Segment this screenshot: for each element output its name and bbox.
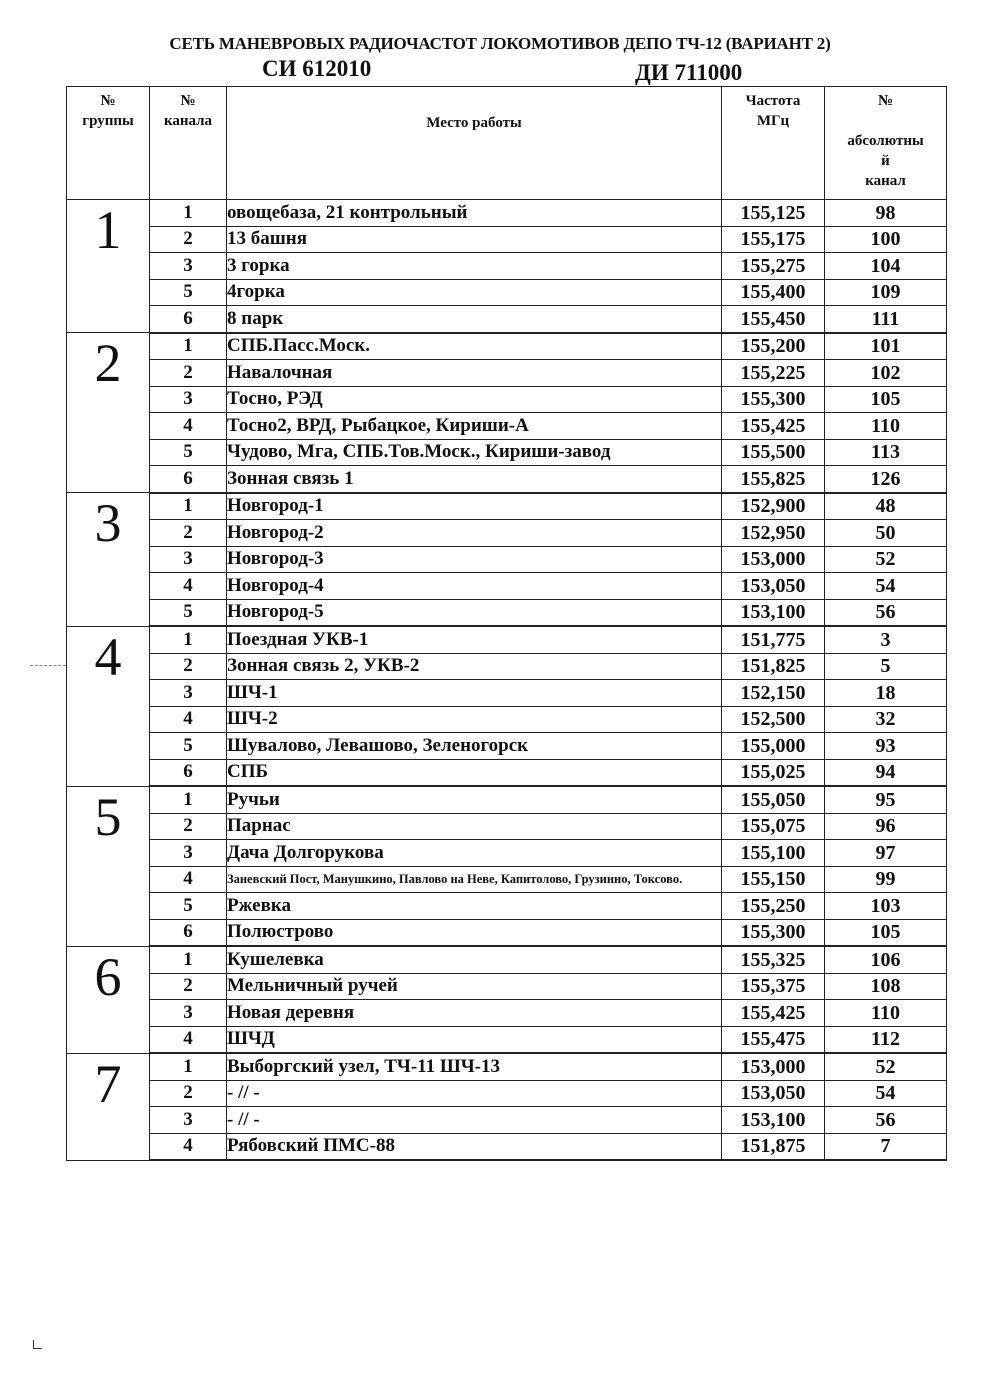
channel-number: 4 <box>150 706 227 733</box>
table-row <box>67 680 947 707</box>
work-place: Шувалово, Левашово, Зеленогорск <box>227 733 722 760</box>
scan-corner-mark <box>33 1340 42 1349</box>
channel-number: 5 <box>150 279 227 306</box>
table-row <box>67 1080 947 1107</box>
table-row <box>67 893 947 920</box>
frequency-value: 153,000 <box>722 546 825 573</box>
work-place: Зонная связь 2, УКВ-2 <box>227 653 722 680</box>
channel-number: 6 <box>150 306 227 333</box>
work-place: Мельничный ручей <box>227 973 722 1000</box>
absolute-channel: 96 <box>825 813 947 840</box>
table-row <box>67 253 947 280</box>
frequency-value: 155,125 <box>722 200 825 227</box>
channel-number: 1 <box>150 786 227 813</box>
channel-number: 1 <box>150 333 227 360</box>
absolute-channel: 3 <box>825 626 947 653</box>
code-di: ДИ 711000 <box>635 60 743 85</box>
work-place: Поездная УКВ-1 <box>227 626 722 653</box>
table-row <box>67 546 947 573</box>
table-row <box>67 653 947 680</box>
absolute-channel: 95 <box>825 786 947 813</box>
scan-dash-artifact <box>30 665 66 666</box>
frequency-value: 155,000 <box>722 733 825 760</box>
channel-number: 6 <box>150 466 227 493</box>
frequency-value: 155,100 <box>722 840 825 867</box>
table-row <box>67 573 947 600</box>
table-row <box>67 1133 947 1160</box>
frequency-value: 155,425 <box>722 1000 825 1027</box>
table-row <box>67 1107 947 1134</box>
channel-number: 4 <box>150 413 227 440</box>
absolute-channel: 52 <box>825 1053 947 1080</box>
absolute-channel: 126 <box>825 466 947 493</box>
table-row <box>67 1026 947 1053</box>
channel-number: 3 <box>150 386 227 413</box>
work-place: Полюстрово <box>227 919 722 946</box>
absolute-channel: 110 <box>825 1000 947 1027</box>
absolute-channel: 93 <box>825 733 947 760</box>
table-row <box>67 599 947 626</box>
table-row <box>67 1053 947 1080</box>
absolute-channel: 97 <box>825 840 947 867</box>
frequency-value: 155,300 <box>722 386 825 413</box>
header-channel-label: канала <box>163 113 213 129</box>
work-place: Новая деревня <box>227 1000 722 1027</box>
frequency-value: 155,375 <box>722 973 825 1000</box>
absolute-channel: 18 <box>825 680 947 707</box>
header-group-label: группы <box>82 113 134 129</box>
table-row <box>67 919 947 946</box>
frequency-value: 155,150 <box>722 866 825 893</box>
table-row <box>67 706 947 733</box>
absolute-channel: 98 <box>825 200 947 227</box>
work-place: Выборгский узел, ТЧ-11 ШЧ-13 <box>227 1053 722 1080</box>
absolute-channel: 52 <box>825 546 947 573</box>
table-row <box>67 866 947 893</box>
absolute-channel: 7 <box>825 1133 947 1160</box>
work-place: Дача Долгорукова <box>227 840 722 867</box>
group-number: 5 <box>67 786 150 946</box>
channel-number: 5 <box>150 439 227 466</box>
table-row <box>67 200 947 227</box>
channel-number: 3 <box>150 253 227 280</box>
channel-number: 5 <box>150 893 227 920</box>
frequency-value: 155,200 <box>722 333 825 360</box>
channel-number: 2 <box>150 1080 227 1107</box>
channel-number: 2 <box>150 520 227 547</box>
frequency-value: 155,225 <box>722 360 825 387</box>
absolute-channel: 102 <box>825 360 947 387</box>
table-row <box>67 466 947 493</box>
group-number: 3 <box>67 493 150 627</box>
work-place: 8 парк <box>227 306 722 333</box>
absolute-channel: 112 <box>825 1026 947 1053</box>
frequency-value: 152,150 <box>722 680 825 707</box>
table-row <box>67 360 947 387</box>
absolute-channel: 101 <box>825 333 947 360</box>
channel-number: 4 <box>150 1026 227 1053</box>
header-channel: № канала <box>150 87 227 200</box>
work-place: Парнас <box>227 813 722 840</box>
absolute-channel: 113 <box>825 439 947 466</box>
work-place: 3 горка <box>227 253 722 280</box>
frequency-value: 151,875 <box>722 1133 825 1160</box>
absolute-channel: 56 <box>825 599 947 626</box>
table-row <box>67 733 947 760</box>
work-place: Новгород-2 <box>227 520 722 547</box>
frequency-value: 152,500 <box>722 706 825 733</box>
channel-number: 1 <box>150 200 227 227</box>
frequency-value: 155,300 <box>722 919 825 946</box>
frequency-value: 153,100 <box>722 599 825 626</box>
table-row <box>67 946 947 973</box>
table-row <box>67 333 947 360</box>
work-place: ШЧД <box>227 1026 722 1053</box>
channel-number: 1 <box>150 1053 227 1080</box>
table-row <box>67 493 947 520</box>
frequency-value: 155,425 <box>722 413 825 440</box>
table-row <box>67 413 947 440</box>
frequency-value: 153,000 <box>722 1053 825 1080</box>
work-place: Тосно2, ВРД, Рыбацкое, Кириши-А <box>227 413 722 440</box>
frequency-value: 153,050 <box>722 1080 825 1107</box>
table-row <box>67 306 947 333</box>
table-row <box>67 973 947 1000</box>
channel-number: 1 <box>150 946 227 973</box>
frequency-value: 151,825 <box>722 653 825 680</box>
work-place: Кушелевка <box>227 946 722 973</box>
work-place: ШЧ-2 <box>227 706 722 733</box>
header-group: № группы <box>67 87 150 200</box>
channel-number: 4 <box>150 1133 227 1160</box>
absolute-channel: 56 <box>825 1107 947 1134</box>
work-place: СПБ <box>227 759 722 786</box>
frequency-value: 155,500 <box>722 439 825 466</box>
group-number: 7 <box>67 1053 150 1160</box>
channel-number: 2 <box>150 226 227 253</box>
channel-number: 2 <box>150 813 227 840</box>
work-place: овощебаза, 21 контрольный <box>227 200 722 227</box>
channel-number: 2 <box>150 653 227 680</box>
work-place: Новгород-4 <box>227 573 722 600</box>
absolute-channel: 104 <box>825 253 947 280</box>
header-absolute-channel: № абсолютны й канал <box>825 87 947 200</box>
frequency-value: 155,450 <box>722 306 825 333</box>
absolute-channel: 48 <box>825 493 947 520</box>
group-number: 6 <box>67 946 150 1053</box>
table-row <box>67 439 947 466</box>
frequency-value: 155,475 <box>722 1026 825 1053</box>
group-number: 2 <box>67 333 150 493</box>
work-place: Рябовский ПМС-88 <box>227 1133 722 1160</box>
table-row <box>67 226 947 253</box>
absolute-channel: 111 <box>825 306 947 333</box>
frequency-value: 155,325 <box>722 946 825 973</box>
work-place: Новгород-1 <box>227 493 722 520</box>
channel-number: 6 <box>150 759 227 786</box>
absolute-channel: 106 <box>825 946 947 973</box>
work-place: Тосно, РЭД <box>227 386 722 413</box>
frequency-value: 155,275 <box>722 253 825 280</box>
work-place: ШЧ-1 <box>227 680 722 707</box>
frequency-value: 155,250 <box>722 893 825 920</box>
table-row <box>67 813 947 840</box>
absolute-channel: 99 <box>825 866 947 893</box>
frequency-value: 155,400 <box>722 279 825 306</box>
group-number: 4 <box>67 626 150 786</box>
work-place: - // - <box>227 1080 722 1107</box>
absolute-channel: 103 <box>825 893 947 920</box>
table-header-row <box>67 87 947 200</box>
table-row <box>67 1000 947 1027</box>
frequency-value: 155,025 <box>722 759 825 786</box>
document-codes <box>0 56 1000 86</box>
channel-number: 5 <box>150 599 227 626</box>
work-place: 4горка <box>227 279 722 306</box>
absolute-channel: 109 <box>825 279 947 306</box>
channel-number: 1 <box>150 493 227 520</box>
channel-number: 4 <box>150 573 227 600</box>
header-frequency: Частота МГц <box>722 87 825 200</box>
work-place: Ржевка <box>227 893 722 920</box>
absolute-channel: 105 <box>825 386 947 413</box>
frequency-table <box>66 86 947 1161</box>
work-place: Ручьи <box>227 786 722 813</box>
work-place: Новгород-3 <box>227 546 722 573</box>
header-place: Место работы <box>227 87 722 200</box>
channel-number: 3 <box>150 546 227 573</box>
absolute-channel: 110 <box>825 413 947 440</box>
document-title: СЕТЬ МАНЕВРОВЫХ РАДИОЧАСТОТ ЛОКОМОТИВОВ ДЕПО ТЧ-12 (ВАРИАНТ 2) <box>169 34 831 53</box>
channel-number: 3 <box>150 840 227 867</box>
channel-number: 3 <box>150 680 227 707</box>
frequency-value: 152,950 <box>722 520 825 547</box>
channel-number: 2 <box>150 360 227 387</box>
absolute-channel: 50 <box>825 520 947 547</box>
table-row <box>67 786 947 813</box>
table-row <box>67 279 947 306</box>
table-row <box>67 386 947 413</box>
frequency-value: 153,050 <box>722 573 825 600</box>
channel-number: 4 <box>150 866 227 893</box>
frequency-value: 155,825 <box>722 466 825 493</box>
channel-number: 1 <box>150 626 227 653</box>
channel-number: 2 <box>150 973 227 1000</box>
frequency-value: 155,175 <box>722 226 825 253</box>
absolute-channel: 54 <box>825 573 947 600</box>
absolute-channel: 105 <box>825 919 947 946</box>
work-place: 13 башня <box>227 226 722 253</box>
absolute-channel: 108 <box>825 973 947 1000</box>
code-si: СИ 612010 <box>262 56 372 81</box>
table-row <box>67 840 947 867</box>
frequency-value: 153,100 <box>722 1107 825 1134</box>
work-place: Заневский Пост, Манушкино, Павлово на Неве, Капитолово, Грузинно, Токсово. <box>227 866 722 893</box>
channel-number: 5 <box>150 733 227 760</box>
frequency-value: 152,900 <box>722 493 825 520</box>
work-place: Зонная связь 1 <box>227 466 722 493</box>
absolute-channel: 94 <box>825 759 947 786</box>
absolute-channel: 32 <box>825 706 947 733</box>
table-row <box>67 626 947 653</box>
table-row <box>67 759 947 786</box>
absolute-channel: 5 <box>825 653 947 680</box>
work-place: Навалочная <box>227 360 722 387</box>
frequency-value: 155,075 <box>722 813 825 840</box>
channel-number: 3 <box>150 1107 227 1134</box>
work-place: - // - <box>227 1107 722 1134</box>
table-body <box>67 200 947 1161</box>
absolute-channel: 54 <box>825 1080 947 1107</box>
absolute-channel: 100 <box>825 226 947 253</box>
channel-number: 6 <box>150 919 227 946</box>
group-number: 1 <box>67 200 150 333</box>
work-place: СПБ.Пасс.Моск. <box>227 333 722 360</box>
channel-number: 3 <box>150 1000 227 1027</box>
frequency-value: 151,775 <box>722 626 825 653</box>
table-row <box>67 520 947 547</box>
frequency-value: 155,050 <box>722 786 825 813</box>
work-place: Чудово, Мга, СПБ.Тов.Моск., Кириши-завод <box>227 439 722 466</box>
work-place: Новгород-5 <box>227 599 722 626</box>
